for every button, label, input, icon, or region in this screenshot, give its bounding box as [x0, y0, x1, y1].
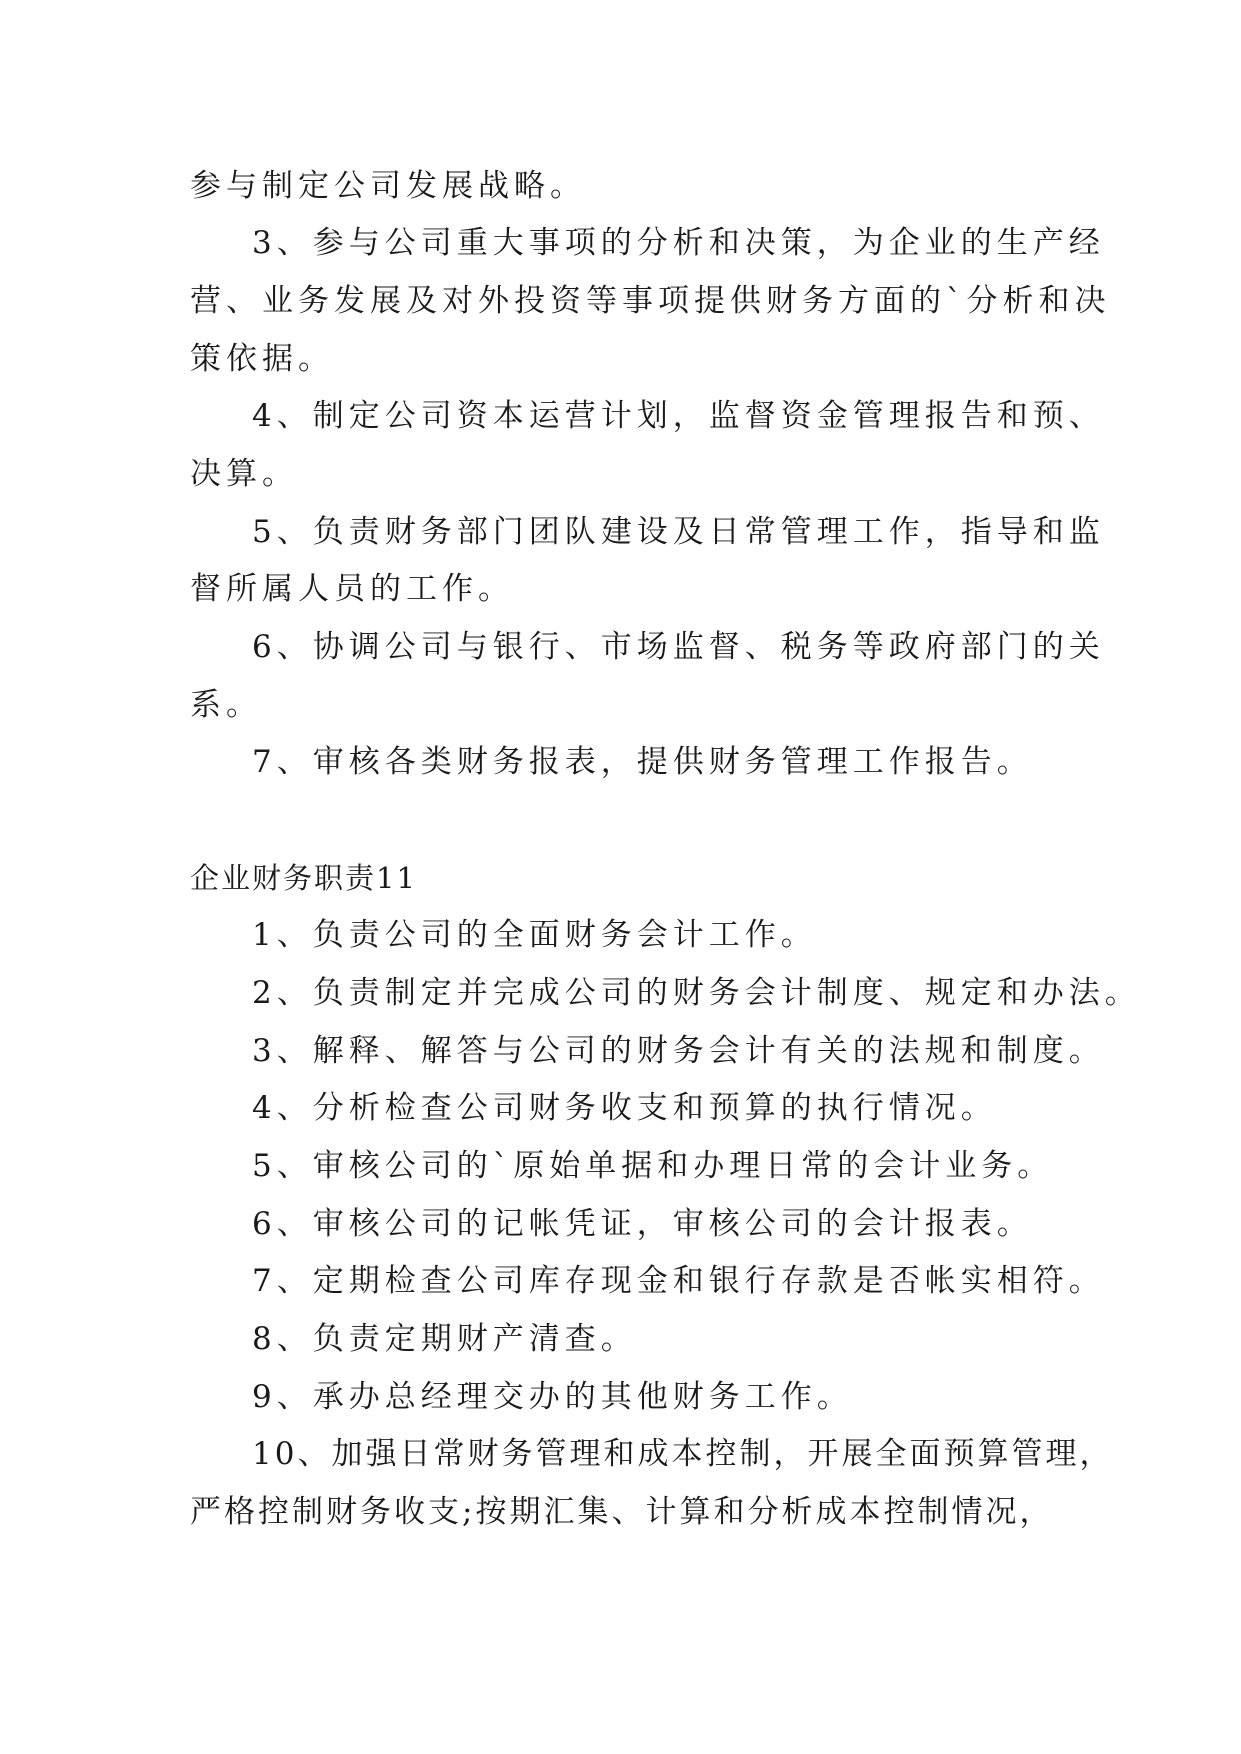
- paragraph-line: 3、参与公司重大事项的分析和决策，为企业的生产经: [252, 225, 1105, 261]
- list-item: 6、审核公司的记帐凭证，审核公司的会计报表。: [252, 1206, 1033, 1242]
- paragraph-line: 营、业务发展及对外投资等事项提供财务方面的`分析和决: [190, 283, 1111, 319]
- list-item: 2、负责制定并完成公司的财务会计制度、规定和办法。: [252, 975, 1141, 1011]
- paragraph-line: 督所属人员的工作。: [190, 571, 514, 607]
- paragraph-line: 系。: [190, 687, 262, 723]
- list-item: 9、承办总经理交办的其他财务工作。: [252, 1379, 853, 1415]
- list-item: 10、加强日常财务管理和成本控制，开展全面预算管理，: [252, 1436, 1114, 1472]
- list-item: 1、负责公司的全面财务会计工作。: [252, 917, 817, 953]
- paragraph-line: 策依据。: [190, 341, 334, 377]
- list-item: 5、审核公司的`原始单据和办理日常的会计业务。: [252, 1148, 1054, 1184]
- paragraph-line: 7、审核各类财务报表，提供财务管理工作报告。: [252, 744, 1033, 780]
- paragraph-line: 5、负责财务部门团队建设及日常管理工作，指导和监: [252, 514, 1105, 550]
- section-title: 企业财务职责11: [190, 861, 417, 895]
- paragraph-line: 4、制定公司资本运营计划，监督资金管理报告和预、: [252, 398, 1105, 434]
- paragraph-line: 参与制定公司发展战略。: [190, 168, 586, 204]
- list-item: 7、定期检查公司库存现金和银行存款是否帐实相符。: [252, 1263, 1105, 1299]
- paragraph-line: 决算。: [190, 456, 298, 492]
- list-item: 3、解释、解答与公司的财务会计有关的法规和制度。: [252, 1033, 1105, 1069]
- paragraph-line: 6、协调公司与银行、市场监督、税务等政府部门的关: [252, 629, 1105, 665]
- paragraph-line: 严格控制财务收支;按期汇集、计算和分析成本控制情况，: [190, 1494, 1054, 1530]
- list-item: 4、分析检查公司财务收支和预算的执行情况。: [252, 1090, 997, 1126]
- list-item: 8、负责定期财产清查。: [252, 1321, 637, 1357]
